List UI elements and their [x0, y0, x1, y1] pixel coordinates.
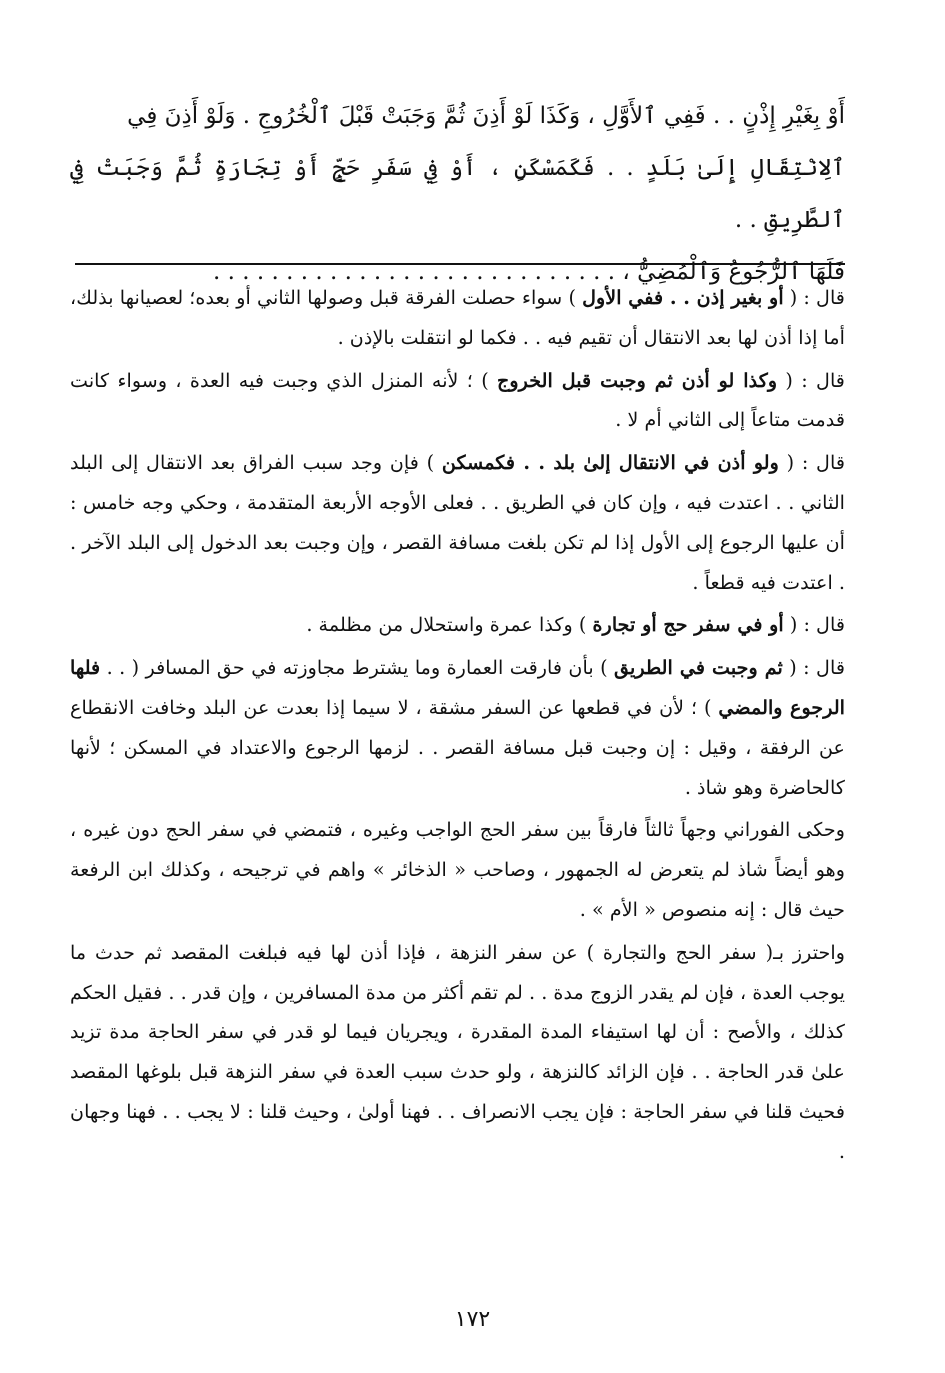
commentary — [70, 278, 845, 1172]
commentary-paragraph: قال : ( أو في سفر حج أو تجارة ) وكذا عمرة واستحلال من مظلمة . — [306, 613, 845, 637]
main-text-line: فَلَهَا ٱلرُّجُوعُ وَٱلْمُضِيُّ ، . . . . . . . . . . . . . . . . . . . . . . . . . . . . — [213, 259, 845, 285]
main-text — [70, 90, 845, 298]
commentary-paragraph: وحكى الفوراني وجهاً ثالثاً فارقاً بين سفر الحج الواجب وغيره ، فتمضي في سفر الحج دون غيره ، وهو أيضاً شاذ لم يتعرض له الجمهور ، وصاحب « الذخائر » واهم في ترجيحه ، وكذلك ابن الرفعة حيث قال : إنه منصوص « الأم » . — [70, 818, 845, 921]
commentary-paragraph: قال : ( ثم وجبت في الطريق ) بأن فارقت العمارة وما يشترط مجاوزته في حق المسافر ( . . فلها الرجوع والمضي ) ؛ لأن في قطعها عن السفر مشقة ، لا سيما إذا بعدت عن البلد وخافت الانقطاع عن الرفقة ، وقيل : إن وجبت قبل مسافة القصر . . لزمها الرجوع والاعتداد في المسكن ؛ لأنها كالحاضرة وهو شاذ . — [70, 656, 845, 799]
main-text-line: ٱلِانْتِقَالِ إِلَىٰ بَلَدٍ . . فَكَمَسْكَنٍ ، أَوْ فِي سَفَرِ حَجٍّ أَوْ تِجَارَةٍ ثُمَّ وَجَبَتْ فِي ٱلطَّرِيقِ . . — [70, 155, 845, 233]
commentary-paragraph: قال : ( وكذا لو أذن ثم وجبت قبل الخروج ) ؛ لأنه المنزل الذي وجبت فيه العدة ، وسواء كانت قدمت متاعاً إلى الثاني أم لا . — [70, 368, 845, 432]
main-text-line: أَوْ بِغَيْرِ إِذْنٍ . . فَفِي ٱلأَوَّلِ ، وَكَذَا لَوْ أَذِنَ ثُمَّ وَجَبَتْ قَبْلَ ٱلْخُرُوجِ . وَلَوْ أَذِنَ فِي — [127, 103, 845, 129]
page-number: ١٧٢ — [454, 1307, 491, 1332]
commentary-paragraph: قال : ( أو بغير إذن . . ففي الأول ) سواء حصلت الفرقة قبل وصولها الثاني أو بعده؛ لعصيانها بذلك، أما إذا أذن لها بعد الانتقال أن تقيم فيه . . فكما لو انتقلت بالإذن . — [70, 286, 845, 349]
commentary-paragraph: واحترز بـ( سفر الحج والتجارة ) عن سفر النزهة ، فإذا أذن لها فيه فبلغت المقصد ثم حدث ما يوجب العدة ، فإن لم يقدر الزوج مدة . . لم تقم أكثر من مدة المسافرين ، وإن قدر . . فقيل الحكم كذلك ، والأصح : أن لها استيفاء المدة المقدرة ، ويجريان فيما لو قدر في سفر الحاجة مدة تزيد علىٰ قدر الحاجة . . فإن الزائد كالنزهة ، ولو حدث سبب العدة في سفر النزهة قبل بلوغها المقصد فحيث قلنا في سفر الحاجة : فإن يجب الانصراف . . فهنا أولىٰ ، وحيث قلنا : لا يجب . . فهنا وجهان . — [70, 940, 845, 1163]
commentary-paragraph: قال : ( ولو أذن في الانتقال إلىٰ بلد . . فكمسكن ) فإن وجد سبب الفراق بعد الانتقال إلى البلد الثاني . . اعتدت فيه ، وإن كان في الطريق . . فعلى الأوجه الأربعة المتقدمة ، وحكي وجه خامس : أن عليها الرجوع إلى الأول إذا لم تكن بلغت مسافة القصر ، وإن وجبت بعد الدخول إلى البلد الآخر . . اعتدت فيه قطعاً . — [70, 451, 846, 594]
separator-line — [75, 263, 845, 265]
